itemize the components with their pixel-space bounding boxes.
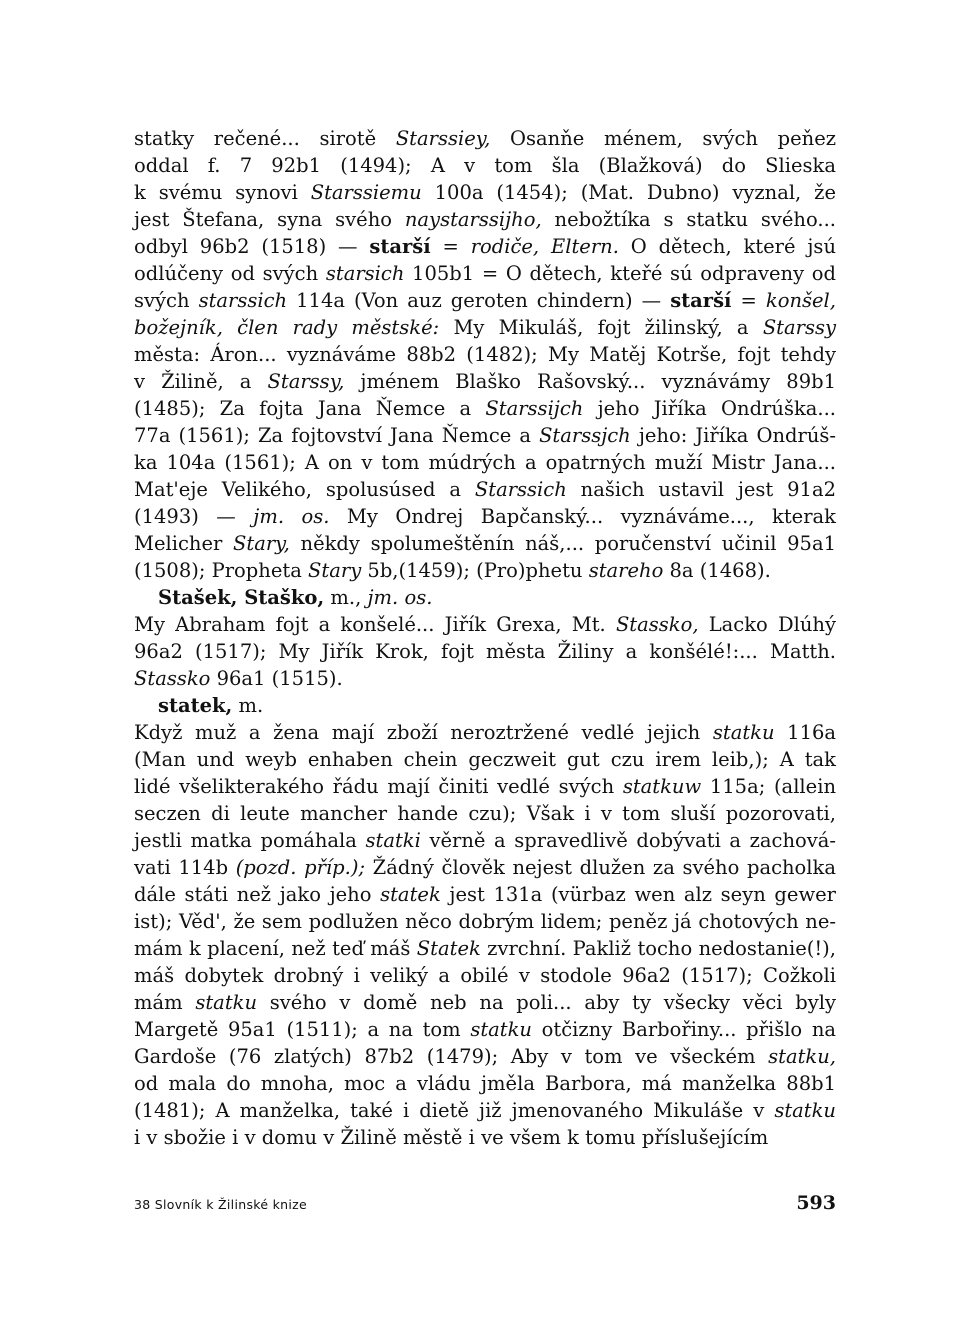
text-run: (1508); Propheta [134, 559, 309, 582]
italic-term: statki [365, 829, 421, 852]
text-line [134, 422, 836, 449]
text-run: 5b,(1459); (Pro)phetu [361, 559, 589, 582]
text-line [134, 908, 836, 935]
text-run: jestli matka pomáhala [134, 829, 366, 852]
text-line [134, 1124, 836, 1151]
text-run: (1493) — [134, 505, 254, 528]
text-run: (1485); Za fojta Jana Ňemce a [134, 397, 486, 420]
text-line [134, 206, 836, 233]
text-run: Žádný člověk nejest dlužen za svého pacholka [365, 856, 836, 879]
text-run: i v sbožie i v domu v Žilině městě i ve všem k tomu příslušejícím [134, 1126, 769, 1149]
text-line [134, 989, 836, 1016]
text-run: mám k placení, než teď máš [134, 937, 417, 960]
text-run: 116a [774, 721, 837, 744]
italic-term: statku [195, 991, 258, 1014]
text-line [134, 260, 836, 287]
italic-term: Statek [416, 937, 481, 960]
text-run: My Ondrej Bapčanský... vyznáváme..., kterak [329, 505, 836, 528]
text-run: My Abraham fojt a konšelé... Jiřík Grexa, Mt. [134, 613, 616, 636]
text-line [134, 476, 836, 503]
text-line [134, 611, 836, 638]
headword: statek, [158, 694, 233, 717]
text-run: oddal f. 7 92b1 (1494); A v tom šla (Blažková) do Slieska [134, 154, 836, 177]
text-line [134, 1097, 836, 1124]
italic-term: statku, [768, 1045, 836, 1068]
text-run: My Mikuláš, fojt žilinský, a [439, 316, 763, 339]
text-run: Lacko Dlúhý [698, 613, 836, 636]
text-run: 105b1 = O dětech, kteřé sú odpraveny od [404, 262, 836, 285]
text-run: (1481); A manželka, také i dietě již jmenovaného Mikuláše v [134, 1099, 775, 1122]
italic-term: Stary, [233, 532, 290, 555]
text-run: seczen di leute mancher hande czu); Však i v tom sluší pozorovati, [134, 802, 836, 825]
headword: starší [369, 235, 431, 258]
text-line [134, 665, 836, 692]
entry-heading-line [134, 584, 836, 611]
text-run: svého v domě neb na poli... aby ty všecky věci byly [257, 991, 836, 1014]
text-run: Když muž a žena mají zboží neroztržené vedlé jejich [134, 721, 713, 744]
text-run: = [430, 235, 471, 258]
text-run: 114a (Von auz geroten chindern) — [287, 289, 671, 312]
text-line [134, 746, 836, 773]
text-run: m., [324, 586, 368, 609]
text-run: jest Štefana, syna svého [134, 208, 405, 231]
italic-term: Starssiemu [310, 181, 422, 204]
text-line [134, 152, 836, 179]
text-run: m. [232, 694, 264, 717]
text-run: jménem Blaško Rašovský... vyznávámy 89b1 [344, 370, 836, 393]
italic-term: Starssiey, [395, 127, 491, 150]
text-line [134, 719, 836, 746]
text-run: k svému synovi [134, 181, 311, 204]
text-line [134, 1043, 836, 1070]
text-line [134, 827, 836, 854]
text-line [134, 773, 836, 800]
text-line [134, 1016, 836, 1043]
text-run: odlúčeny od svých [134, 262, 326, 285]
italic-term: Stary [308, 559, 362, 582]
italic-term: božejník, člen rady městské: [134, 316, 440, 339]
text-run: 115a; (allein [701, 775, 836, 798]
text-run: jeho Jiříka Ondrúška... [583, 397, 836, 420]
text-line [134, 341, 836, 368]
italic-term: statku [470, 1018, 532, 1041]
italic-term: Starssich [474, 478, 567, 501]
text-line [134, 962, 836, 989]
text-line [134, 233, 836, 260]
italic-term: statkuw [622, 775, 702, 798]
italic-term: konšel, [765, 289, 836, 312]
text-run: O dětech, které jsú [618, 235, 836, 258]
text-run: 8a (1468). [663, 559, 771, 582]
text-line [134, 179, 836, 206]
text-run: dále státi než jako jeho [134, 883, 381, 906]
italic-term: naystarssijho, [404, 208, 542, 231]
footer-signature: 38 Slovník k Žilinské knize [134, 1197, 308, 1212]
italic-term: jm. os. [367, 586, 433, 609]
italic-term: starssich [198, 289, 288, 312]
italic-term: rodiče, Eltern. [470, 235, 619, 258]
text-line [134, 503, 836, 530]
italic-term: (pozd. příp.); [235, 856, 366, 879]
text-line [134, 314, 836, 341]
italic-term: stareho [588, 559, 664, 582]
text-line [134, 800, 836, 827]
text-run: svých [134, 289, 199, 312]
text-run: v Žilině, a [134, 370, 268, 393]
text-line [134, 368, 836, 395]
text-run: nebožtíka s statku svého... [541, 208, 836, 231]
page-number: 593 [796, 1192, 836, 1214]
text-run: 77a (1561); Za fojtovství Jana Ňemce a [134, 424, 540, 447]
text-run: Mat'eje Velikého, spolusúsed a [134, 478, 475, 501]
text-run: ka 104a (1561); A on v tom múdrých a opatrných muží Mistr Jana... [134, 451, 836, 474]
italic-term: statku [774, 1099, 836, 1122]
headword: starší [670, 289, 732, 312]
dictionary-text-column [134, 125, 836, 1151]
text-run: vati 114b [134, 856, 236, 879]
text-line [134, 530, 836, 557]
text-run: otčizny Barbořiny... přišlo na [532, 1018, 836, 1041]
text-run: ist); Věd', že sem podlužen něco dobrým lidem; peněz já chotových ne- [134, 910, 836, 933]
text-run: našich ustavil jest 91a2 [566, 478, 836, 501]
text-run: Osanňe ménem, svých peňez [490, 127, 837, 150]
text-run: máš dobytek drobný i veliký a obilé v stodole 96a2 (1517); Cožkoli [134, 964, 836, 987]
text-run: věrně a spravedlivě dobývati a zachová- [420, 829, 836, 852]
italic-term: Stassko, [615, 613, 699, 636]
text-run: města: Áron... vyznáváme 88b2 (1482); My Matěj Kotrše, fojt tehdy [134, 343, 836, 366]
text-run: zvrchní. Pakliž tocho nedostanie(!), [480, 937, 836, 960]
text-run: Margetě 95a1 (1511); a na tom [134, 1018, 471, 1041]
italic-term: statek [380, 883, 441, 906]
text-line [134, 557, 836, 584]
text-line [134, 854, 836, 881]
entry-heading-line [134, 692, 836, 719]
text-run: = [731, 289, 766, 312]
text-run: statky rečené... sirotě [134, 127, 396, 150]
text-run: jest 131a (vürbaz wen alz seyn gewer [440, 883, 836, 906]
text-line [134, 881, 836, 908]
italic-term: jm. os. [253, 505, 330, 528]
text-line [134, 935, 836, 962]
text-run: 96a1 (1515). [210, 667, 343, 690]
italic-term: Stassko [134, 667, 211, 690]
page-footer [134, 1192, 836, 1214]
italic-term: Starssy, [267, 370, 345, 393]
italic-term: statku [712, 721, 775, 744]
text-run: (Man und weyb enhaben chein geczweit gut czu irem leib,); A tak [134, 748, 836, 771]
italic-term: Starssy [762, 316, 837, 339]
italic-term: starsich [325, 262, 405, 285]
text-line [134, 125, 836, 152]
italic-term: Starssijch [485, 397, 584, 420]
text-run: odbyl 96b2 (1518) — [134, 235, 370, 258]
text-line [134, 1070, 836, 1097]
text-run: Melicher [134, 532, 234, 555]
text-line [134, 395, 836, 422]
italic-term: Starssjch [539, 424, 631, 447]
text-run: od mala do mnoha, moc a vládu jměla Barbora, má manželka 88b1 [134, 1072, 836, 1095]
text-line [134, 287, 836, 314]
text-line [134, 638, 836, 665]
text-run: 100a (1454); (Mat. Dubno) vyznal, že [421, 181, 836, 204]
text-run: Gardoše (76 zlatých) 87b2 (1479); Aby v tom ve všeckém [134, 1045, 769, 1068]
text-run: mám [134, 991, 196, 1014]
text-run: lidé všelikterakého řádu mají činiti vedlé svých [134, 775, 623, 798]
text-run: někdy spolumeštěnín náš,... poručenství učinil 95a1 [289, 532, 836, 555]
text-run: 96a2 (1517); My Jiřík Krok, fojt města Žiliny a konšélé!:... Matth. [134, 640, 836, 663]
text-run: jeho: Jiříka Ondrúš- [630, 424, 836, 447]
text-line [134, 449, 836, 476]
headword: Stašek, Staško, [158, 586, 325, 609]
